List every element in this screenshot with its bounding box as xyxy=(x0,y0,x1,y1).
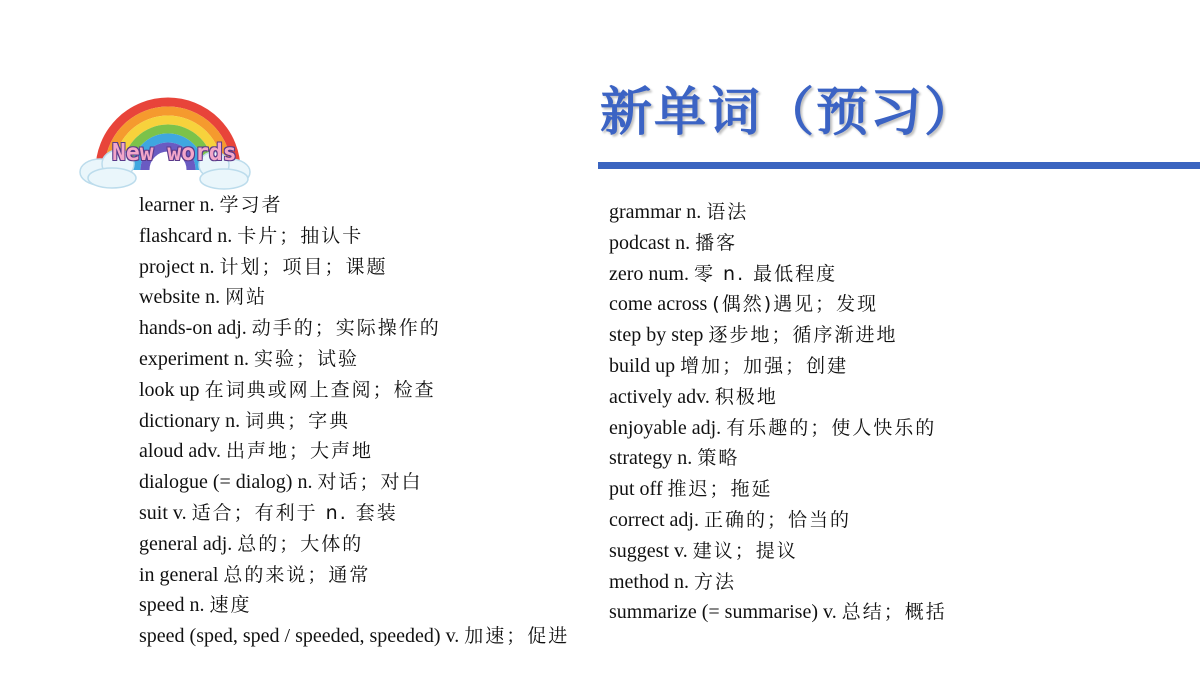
word-entry xyxy=(609,474,1199,505)
word-chinese: 计划；项目；课题 xyxy=(219,255,388,278)
word-entry xyxy=(609,567,1199,598)
word-chinese: 策略 xyxy=(697,447,740,470)
word-chinese: 建议；提议 xyxy=(692,539,798,562)
word-english: step by step xyxy=(609,324,704,347)
word-english: put off xyxy=(609,478,663,501)
word-chinese: 出声地；大声地 xyxy=(226,440,374,463)
word-chinese: 推迟；拖延 xyxy=(667,478,773,501)
word-english: learner n. xyxy=(139,194,215,216)
word-entry xyxy=(139,406,600,437)
word-entry xyxy=(609,259,1199,290)
word-entry xyxy=(609,197,1199,228)
word-english: speed (sped, sped / speeded, speeded) v. xyxy=(139,625,460,648)
word-chinese: 学习者 xyxy=(219,194,283,216)
word-chinese: 方法 xyxy=(694,570,737,593)
word-chinese: 正确的；恰当的 xyxy=(703,508,851,531)
word-entry xyxy=(139,590,600,621)
word-chinese: 总的来说；通常 xyxy=(223,563,371,586)
word-chinese: 有乐趣的；使人快乐的 xyxy=(726,416,937,439)
word-english: suit v. xyxy=(139,501,187,524)
word-english: project n. xyxy=(139,255,215,278)
word-entry xyxy=(139,375,600,406)
word-entry xyxy=(139,436,600,467)
word-english: look up xyxy=(139,378,200,401)
word-entry xyxy=(609,351,1199,382)
word-chinese: 在词典或网上查阅；检查 xyxy=(204,378,436,401)
word-chinese: 积极地 xyxy=(714,385,778,408)
word-english: general adj. xyxy=(139,532,233,555)
word-chinese: 总的；大体的 xyxy=(237,532,364,555)
word-english: podcast n. xyxy=(609,231,691,254)
word-chinese: 加速；促进 xyxy=(464,625,570,648)
word-english: dialogue (= dialog) n. xyxy=(139,471,313,494)
word-english: flashcard n. xyxy=(139,224,233,247)
word-chinese: 实验；试验 xyxy=(253,347,359,370)
word-english: come across xyxy=(609,293,708,316)
left-word-list xyxy=(139,190,600,652)
word-english: build up xyxy=(609,354,676,377)
word-entry xyxy=(139,621,600,652)
word-entry xyxy=(139,467,600,498)
word-chinese: 对话；对白 xyxy=(317,471,423,494)
word-chinese: 播客 xyxy=(695,231,738,254)
word-english: strategy n. xyxy=(609,447,693,470)
word-entry xyxy=(609,443,1199,474)
word-chinese: 逐步地；循序渐进地 xyxy=(708,324,898,347)
right-word-list xyxy=(609,197,1199,628)
word-chinese: 总结；概括 xyxy=(841,601,947,624)
word-english: actively adv. xyxy=(609,385,710,408)
word-chinese: 词典；字典 xyxy=(245,409,351,432)
word-english: grammar n. xyxy=(609,201,702,223)
word-english: experiment n. xyxy=(139,347,249,370)
word-entry xyxy=(139,560,600,591)
word-entry xyxy=(609,413,1199,444)
word-chinese: 语法 xyxy=(706,201,749,223)
word-entry xyxy=(139,529,600,560)
word-english: zero num. xyxy=(609,262,689,285)
word-entry xyxy=(139,313,600,344)
word-chinese: 动手的；实际操作的 xyxy=(251,317,441,340)
word-entry xyxy=(139,252,600,283)
word-english: suggest v. xyxy=(609,539,688,562)
word-entry xyxy=(609,505,1199,536)
word-english: method n. xyxy=(609,570,689,593)
word-chinese: 卡片；抽认卡 xyxy=(237,224,364,247)
word-entry xyxy=(139,221,600,252)
word-english: in general xyxy=(139,563,219,586)
word-chinese: 零 n. 最低程度 xyxy=(693,262,838,285)
badge-label: New words xyxy=(112,140,237,166)
word-english: speed n. xyxy=(139,594,205,617)
word-entry xyxy=(609,228,1199,259)
word-english: enjoyable adj. xyxy=(609,416,722,439)
new-words-badge xyxy=(78,92,258,192)
word-entry xyxy=(609,289,1199,320)
word-chinese: 网站 xyxy=(225,286,268,309)
word-entry xyxy=(139,498,600,529)
word-chinese: (偶然)遇见；发现 xyxy=(712,293,879,316)
word-chinese: 增加；加强；创建 xyxy=(680,354,849,377)
word-chinese: 适合；有利于 n. 套装 xyxy=(191,501,398,524)
word-entry xyxy=(139,282,600,313)
word-entry xyxy=(609,597,1199,628)
page-title: 新单词（预习） xyxy=(600,83,979,143)
word-english: correct adj. xyxy=(609,508,699,531)
word-entry xyxy=(139,344,600,375)
word-entry xyxy=(609,320,1199,351)
word-chinese: 速度 xyxy=(209,594,252,617)
word-entry xyxy=(139,190,600,221)
word-english: hands-on adj. xyxy=(139,317,247,340)
word-entry xyxy=(609,382,1199,413)
word-entry xyxy=(609,536,1199,567)
title-underline xyxy=(598,162,1200,169)
word-english: aloud adv. xyxy=(139,440,222,463)
word-english: summarize (= summarise) v. xyxy=(609,601,837,624)
word-english: dictionary n. xyxy=(139,409,241,432)
word-english: website n. xyxy=(139,286,221,309)
